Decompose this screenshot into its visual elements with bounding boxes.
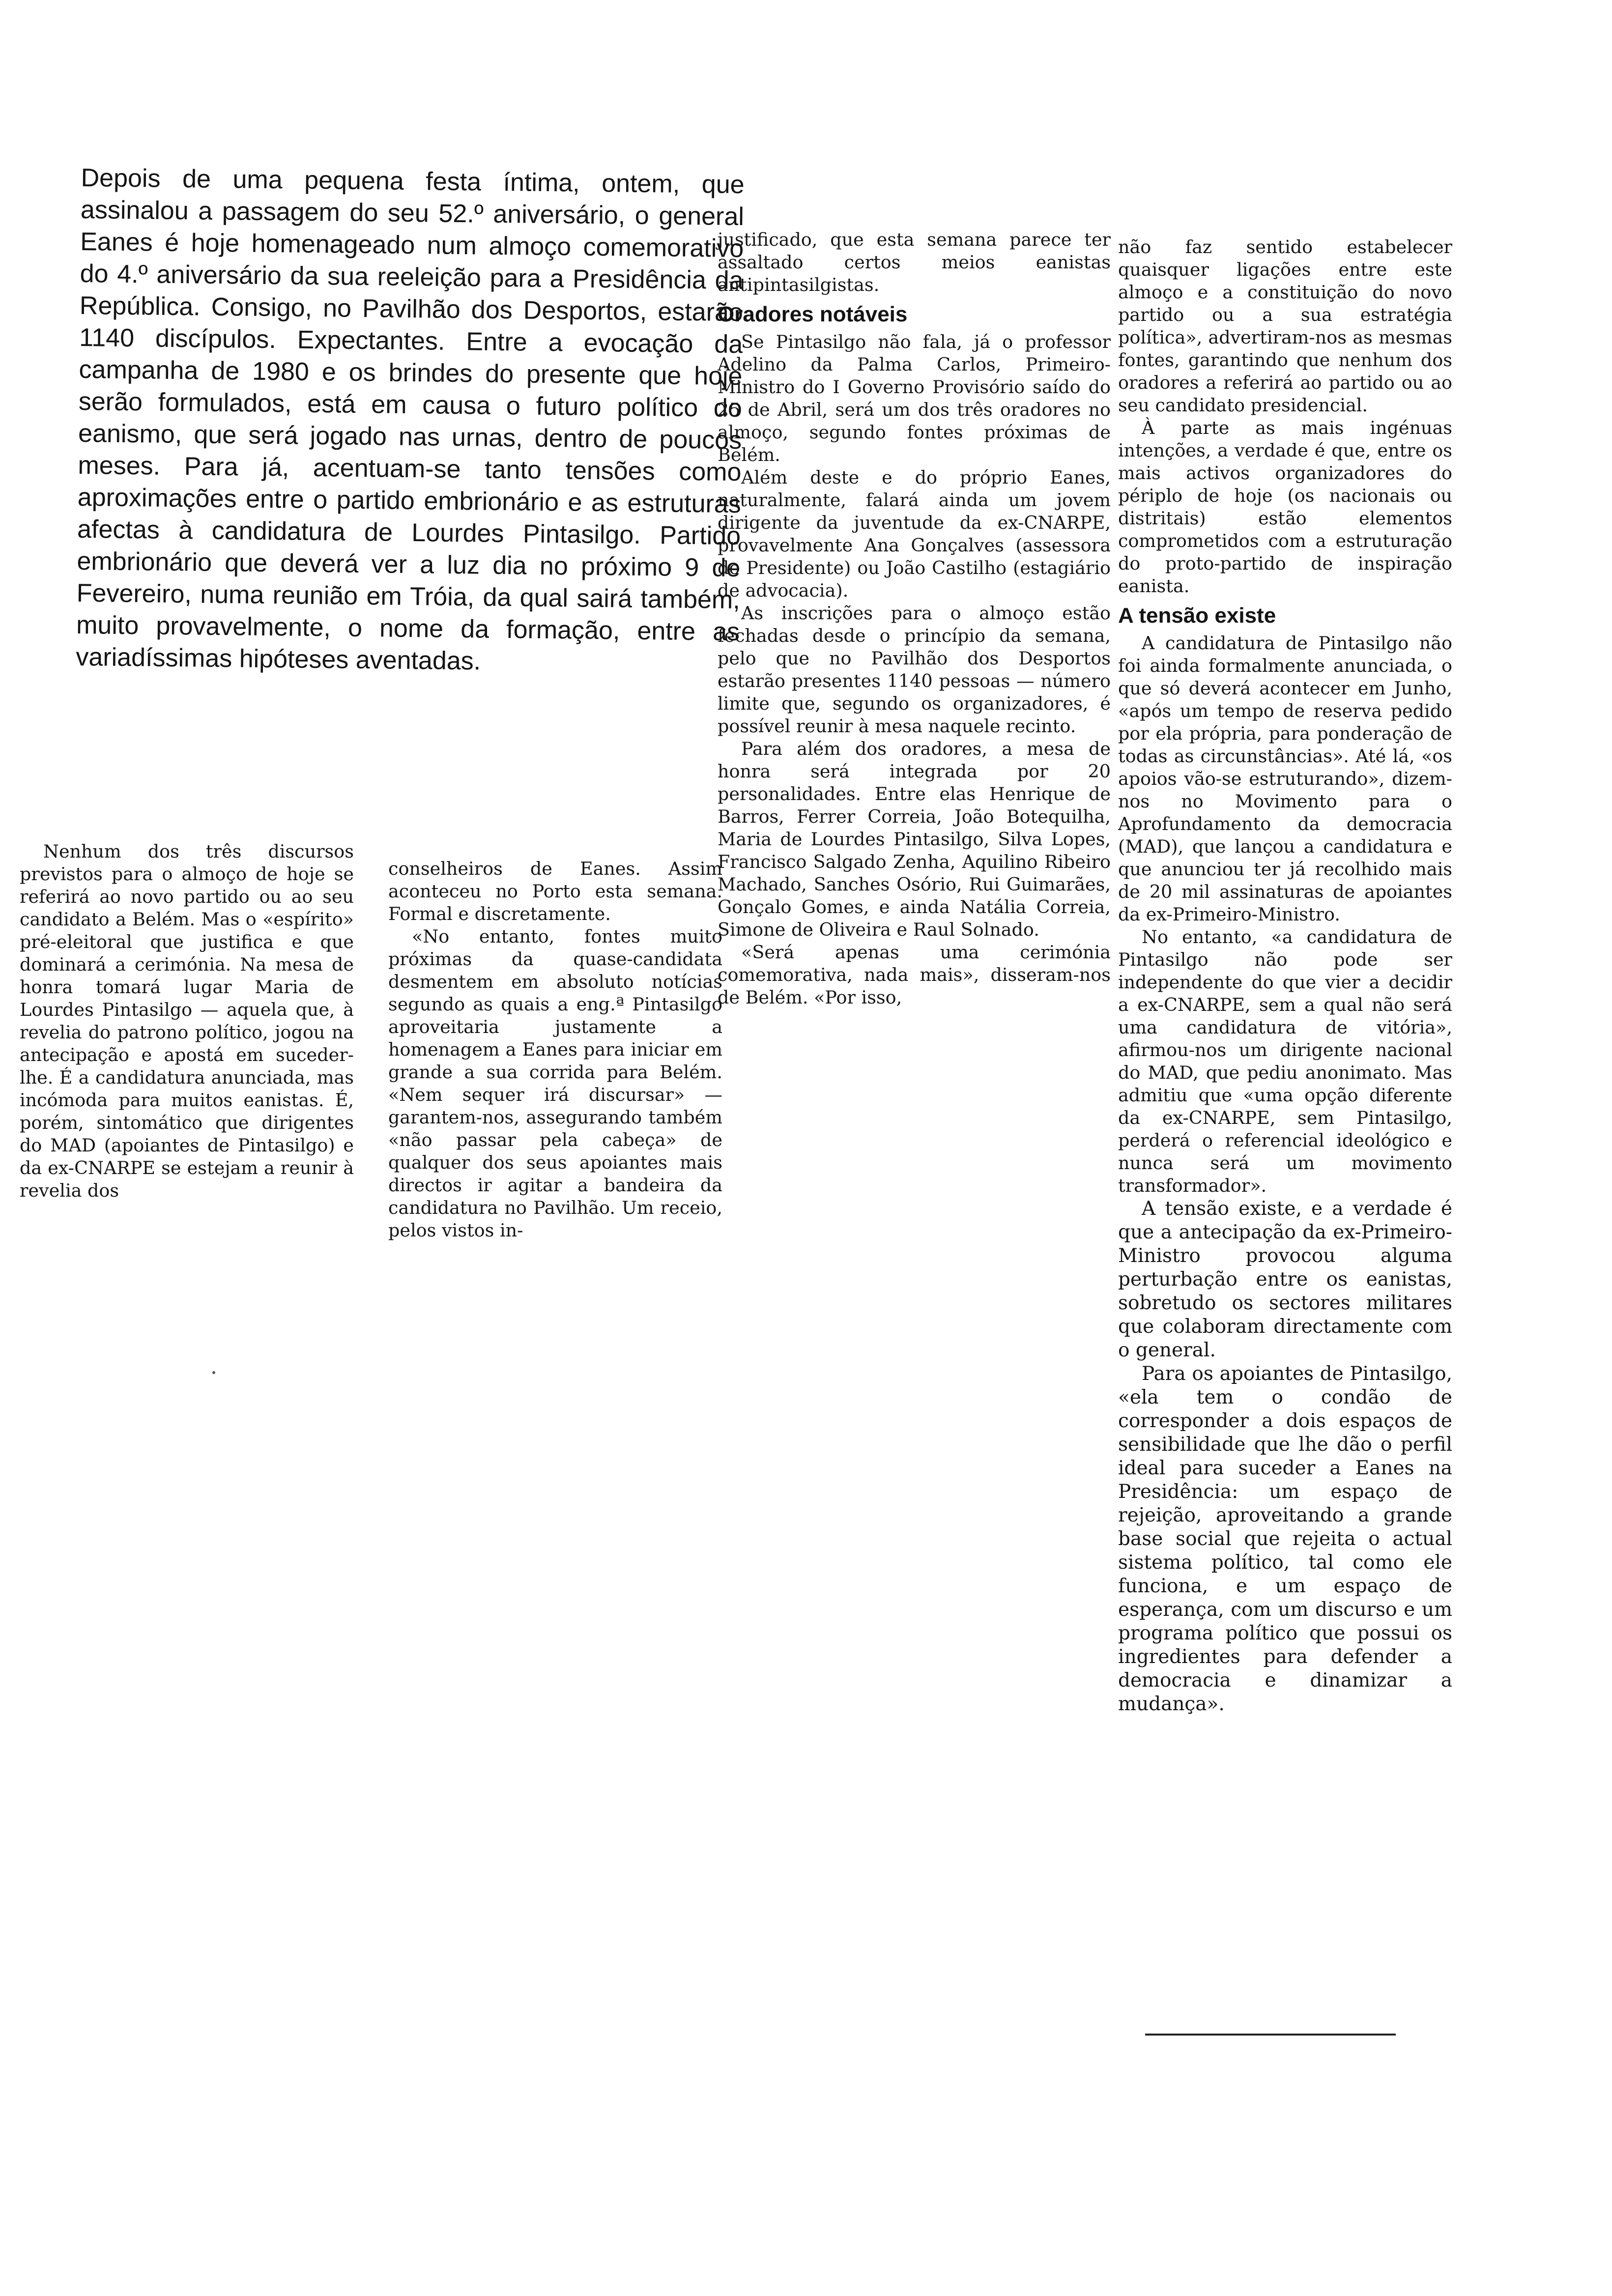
column-4: [1118, 236, 1452, 1716]
column-1: [20, 840, 354, 1202]
col4-paragraph: Para os apoiantes de Pintasilgo, «ela tem o condão de corresponder a dois espaços de sensibilidade que lhe dão o perfil ideal para suceder a Eanes na Presidência: um espaço de rejeição, aproveitando a grande base social que rejeita o actual sistema político, tal como ele funciona, e um espaço de esperança, com um discurso e um programa político que possui os ingredientes para defender a democracia e dinamizar a mudança».: [1118, 1363, 1452, 1715]
subheading-oradores: Oradores notáveis: [718, 302, 908, 326]
col3-paragraph: Se Pintasilgo não fala, já o professor Adelino da Palma Carlos, Primeiro-Ministro do I Governo Provisório saído do 25 de Abril, será um dos três oradores no almoço, segundo fontes próximas de Belém.: [718, 331, 1111, 465]
col4-intro: não faz sentido estabelecer quaisquer ligações entre este almoço e a constituição do novo partido ou a sua estratégia política», advertiram-nos as mesmas fontes, garantindo que nenhum dos oradores a referirá ao partido ou ao seu candidato presidencial.: [1118, 236, 1452, 416]
col1-paragraph: Nenhum dos três discursos previstos para o almoço de hoje se referirá ao novo partido ou ao seu candidato a Belém. Mas o «espírito» pré-eleitoral que justifica e que dominará a cerimónia. Na mesa de honra tomará lugar Maria de Lourdes Pintasilgo — aquela que, à revelia do patrono político, jogou na antecipação e apostá em suceder-lhe. É a candidatura anunciada, mas incómoda para muitos eanistas. É, porém, sintomático que dirigentes do MAD (apoiantes de Pintasilgo) e da ex-CNARPE se estejam a reunir à revelia dos: [20, 841, 354, 1201]
col2-paragraph: «No entanto, fontes muito próximas da quase-candidata desmentem em absoluto notícias segundo as quais a eng.ª Pintasilgo aproveitaria justamente a homenagem a Eanes para iniciar em grande a sua corrida para Belém. «Nem sequer irá discursar» — garantem-nos, assegurando também «não passar pela cabeça» de qualquer dos seus apoiantes mais directos ir agitar a bandeira da candidatura no Pavilhão. Um receio, pelos vistos in-: [388, 926, 722, 1241]
subheading-tensao: A tensão existe: [1118, 603, 1276, 628]
col3-paragraph: As inscrições para o almoço estão fechadas desde o princípio da semana, pelo que no Pavilhão dos Desportos estarão presentes 1140 pessoas — número limite que, segundo os organizadores, é possível reunir à mesa naquele recinto.: [718, 603, 1111, 737]
col4-paragraph: À parte as mais ingénuas intenções, a verdade é que, entre os mais activos organizadores do périplo de hoje (os nacionais ou distritais) estão elementos comprometidos com a estruturação do proto-partido de inspiração eanista.: [1118, 417, 1452, 597]
col3-paragraph: «Será apenas uma cerimónia comemorativa, nada mais», disseram-nos de Belém. «Por isso,: [718, 942, 1111, 1008]
col4-paragraph: No entanto, «a candidatura de Pintasilgo não pode ser independente do que vier a decidir a ex-CNARPE, sem a qual não será uma candidatura de vitória», afirmou-nos um dirigente nacional do MAD, que pediu anonimato. Mas admitiu que «uma opção diferente da ex-CNARPE, sem Pintasilgo, perderá o referencial ideológico e nunca será um movimento transformador».: [1118, 926, 1452, 1196]
col4-paragraph: A tensão existe, e a verdade é que a antecipação da ex-Primeiro-Ministro provocou alguma perturbação entre os eanistas, sobretudo os sectores militares que colaboram directamente com o general.: [1118, 1198, 1452, 1361]
column-3: [718, 229, 1111, 1009]
stray-mark: [212, 1371, 215, 1374]
col3-intro: justificado, que esta semana parece ter assaltado certos meios eanistas antipintasilgistas.: [718, 229, 1111, 295]
col3-paragraph: Para além dos oradores, a mesa de honra será integrada por 20 personalidades. Entre elas Henrique de Barros, Ferrer Correia, João Botequilha, Maria de Lourdes Pintasilgo, Silva Lopes, Francisco Salgado Zenha, Aquilino Ribeiro Machado, Sanches Osório, Rui Guimarães, Gonçalo Gomes, e ainda Natália Correia, Simone de Oliveira e Raul Solnado.: [718, 738, 1111, 940]
lead-paragraph: Depois de uma pequena festa íntima, ontem, que assinalou a passagem do seu 52.º aniversário, o general Eanes é hoje homenageado num almoço comemorativo do 4.º aniversário da sua reeleição para a Presidência da República. Consigo, no Pavilhão dos Desportos, estarão 1140 discípulos. Expectantes. Entre a evocação da campanha de 1980 e os brindes do presente que hoje serão formulados, está em causa o futuro político do eanismo, que será jogado nas urnas, dentro de poucos meses. Para já, acentuam-se tanto tensões como aproximações entre o partido embrionário e as estruturas afectas à candidatura de Lourdes Pintasilgo. Partido embrionário que deverá ver a luz dia no próximo 9 de Fevereiro, numa reunião em Tróia, da qual sairá também, muito provavelmente, o nome da formação, entre as variadíssimas hipóteses aventadas.: [76, 163, 745, 676]
col4-paragraph: A candidatura de Pintasilgo não foi ainda formalmente anunciada, o que só deverá acontecer em Junho, «após um tempo de reserva pedido por ela própria, para ponderação de todas as circunstâncias». Até lá, «os apoios vão-se estruturando», dizem-nos no Movimento para o Aprofundamento da democracia (MAD), que lançou a candidatura e que anunciou ter já recolhido mais de 20 mil assinaturas de apoiantes da ex-Primeiro-Ministro.: [1118, 632, 1452, 925]
col2-paragraph: conselheiros de Eanes. Assim aconteceu no Porto esta semana. Formal e discretamente.: [388, 858, 722, 924]
col3-paragraph: Além deste e do próprio Eanes, naturalmente, falará ainda um jovem dirigente da juventude da ex-CNARPE, provavelmente Ana Gonçalves (assessora do Presidente) ou João Castilho (estagiário de advocacia).: [718, 467, 1111, 601]
column-2: [388, 858, 722, 1242]
end-rule: [1145, 2034, 1396, 2036]
